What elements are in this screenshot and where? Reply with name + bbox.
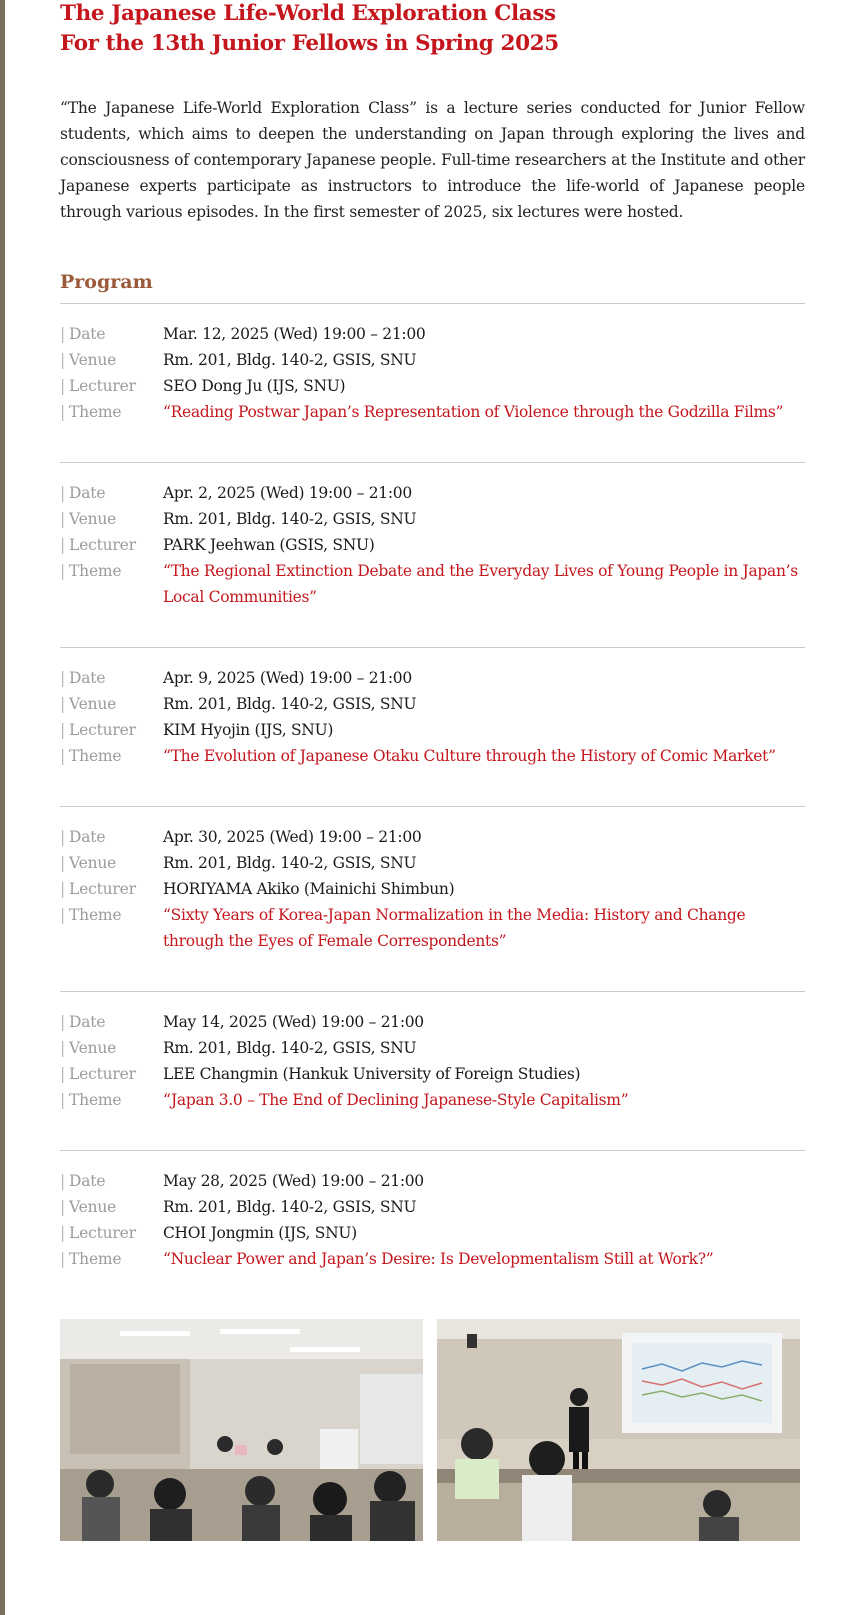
session-lecturer-label <box>60 373 163 399</box>
label-text: Date <box>69 1172 106 1190</box>
session-venue-value: Rm. 201, Bldg. 140-2, GSIS, SNU <box>163 510 417 528</box>
label-divider: | <box>60 1091 66 1109</box>
label-divider: | <box>60 1172 66 1190</box>
label-divider: | <box>60 1250 66 1268</box>
session-lecturer-row <box>60 532 805 558</box>
label-text: Theme <box>69 1091 122 1109</box>
session-date-value: Apr. 9, 2025 (Wed) 19:00 – 21:00 <box>163 669 412 687</box>
session-date-row <box>60 665 805 691</box>
session-theme-row <box>60 399 805 425</box>
label-text: Lecturer <box>69 721 136 739</box>
session-date-row <box>60 1009 805 1035</box>
session-date-label <box>60 1009 163 1035</box>
session-lecturer-label <box>60 1061 163 1087</box>
program-heading: Program <box>60 271 153 293</box>
session-lecturer-value: LEE Changmin (Hankuk University of Foreign Studies) <box>163 1065 581 1083</box>
session-venue-value: Rm. 201, Bldg. 140-2, GSIS, SNU <box>163 1039 417 1057</box>
title-line-1: The Japanese Life-World Exploration Class <box>60 1 556 26</box>
session-date-label <box>60 1168 163 1194</box>
session-date-value: Mar. 12, 2025 (Wed) 19:00 – 21:00 <box>163 325 426 343</box>
session-theme-label <box>60 902 163 954</box>
label-divider: | <box>60 325 66 343</box>
session-lecturer-value: PARK Jeehwan (GSIS, SNU) <box>163 536 375 554</box>
session-theme-row <box>60 558 805 610</box>
session-date-label <box>60 480 163 506</box>
label-divider: | <box>60 351 66 369</box>
label-divider: | <box>60 1224 66 1242</box>
program-session <box>60 463 805 648</box>
label-divider: | <box>60 747 66 765</box>
label-text: Date <box>69 1013 106 1031</box>
session-theme-value: “Japan 3.0 – The End of Declining Japanese-Style Capitalism” <box>163 1091 629 1109</box>
session-venue-row <box>60 850 805 876</box>
page-title <box>60 0 805 59</box>
label-text: Date <box>69 669 106 687</box>
session-theme-label <box>60 399 163 425</box>
label-text: Venue <box>69 695 117 713</box>
session-date-value: Apr. 30, 2025 (Wed) 19:00 – 21:00 <box>163 828 422 846</box>
session-venue-row <box>60 1194 805 1220</box>
label-divider: | <box>60 377 66 395</box>
label-text: Theme <box>69 403 122 421</box>
article <box>60 0 805 1336</box>
label-divider: | <box>60 669 66 687</box>
label-divider: | <box>60 484 66 502</box>
session-date-label <box>60 665 163 691</box>
session-theme-value: “Nuclear Power and Japan’s Desire: Is Developmentalism Still at Work?” <box>163 1250 714 1268</box>
session-venue-row <box>60 506 805 532</box>
session-lecturer-value: HORIYAMA Akiko (Mainichi Shimbun) <box>163 880 455 898</box>
session-venue-label <box>60 691 163 717</box>
session-lecturer-label <box>60 876 163 902</box>
session-date-label <box>60 321 163 347</box>
classroom-photo-presenter <box>437 1319 800 1541</box>
label-divider: | <box>60 828 66 846</box>
label-divider: | <box>60 854 66 872</box>
label-divider: | <box>60 721 66 739</box>
session-theme-row <box>60 902 805 954</box>
session-lecturer-value: KIM Hyojin (IJS, SNU) <box>163 721 334 739</box>
label-divider: | <box>60 510 66 528</box>
session-lecturer-value: SEO Dong Ju (IJS, SNU) <box>163 377 346 395</box>
session-date-row <box>60 1168 805 1194</box>
label-text: Lecturer <box>69 1224 136 1242</box>
label-divider: | <box>60 562 66 580</box>
session-venue-row <box>60 1035 805 1061</box>
session-theme-row <box>60 743 805 769</box>
session-theme-label <box>60 1246 163 1272</box>
program-session <box>60 648 805 807</box>
label-text: Venue <box>69 351 117 369</box>
session-date-label <box>60 824 163 850</box>
session-lecturer-label <box>60 717 163 743</box>
label-divider: | <box>60 1198 66 1216</box>
session-venue-label <box>60 1035 163 1061</box>
label-text: Lecturer <box>69 536 136 554</box>
session-venue-label <box>60 850 163 876</box>
label-text: Theme <box>69 1250 122 1268</box>
program-session <box>60 807 805 992</box>
session-theme-value: “Sixty Years of Korea-Japan Normalization in the Media: History and Change through the Eyes of Female Correspondents” <box>163 906 746 950</box>
label-divider: | <box>60 403 66 421</box>
session-date-value: Apr. 2, 2025 (Wed) 19:00 – 21:00 <box>163 484 412 502</box>
label-text: Venue <box>69 854 117 872</box>
label-text: Lecturer <box>69 377 136 395</box>
label-text: Lecturer <box>69 1065 136 1083</box>
session-venue-label <box>60 347 163 373</box>
session-lecturer-label <box>60 532 163 558</box>
session-lecturer-row <box>60 1220 805 1246</box>
session-lecturer-label <box>60 1220 163 1246</box>
label-divider: | <box>60 1065 66 1083</box>
label-divider: | <box>60 695 66 713</box>
session-lecturer-value: CHOI Jongmin (IJS, SNU) <box>163 1224 357 1242</box>
program-session <box>60 304 805 463</box>
label-text: Theme <box>69 906 122 924</box>
session-theme-row <box>60 1246 805 1272</box>
label-text: Venue <box>69 1198 117 1216</box>
session-theme-row <box>60 1087 805 1113</box>
program-session <box>60 992 805 1151</box>
session-venue-value: Rm. 201, Bldg. 140-2, GSIS, SNU <box>163 854 417 872</box>
session-date-row <box>60 480 805 506</box>
label-text: Theme <box>69 562 122 580</box>
session-lecturer-row <box>60 876 805 902</box>
session-date-row <box>60 824 805 850</box>
session-venue-value: Rm. 201, Bldg. 140-2, GSIS, SNU <box>163 351 417 369</box>
session-venue-row <box>60 691 805 717</box>
session-date-row <box>60 321 805 347</box>
session-lecturer-row <box>60 1061 805 1087</box>
label-divider: | <box>60 1013 66 1031</box>
label-text: Date <box>69 325 106 343</box>
session-theme-label <box>60 558 163 610</box>
session-venue-value: Rm. 201, Bldg. 140-2, GSIS, SNU <box>163 1198 417 1216</box>
session-lecturer-row <box>60 373 805 399</box>
label-text: Lecturer <box>69 880 136 898</box>
label-text: Venue <box>69 510 117 528</box>
label-divider: | <box>60 1039 66 1057</box>
session-theme-label <box>60 743 163 769</box>
session-venue-label <box>60 506 163 532</box>
intro-paragraph: “The Japanese Life-World Exploration Class” is a lecture series conducted for Junior Fellow students, which aims to deepen the understanding on Japan through exploring the lives and consciousness of contemporary Japanese people. Full-time researchers at the Institute and other Japanese experts participate as instructors to introduce the life-world of Japanese people through various episodes. In the first semester of 2025, six lectures were hosted. <box>60 99 805 221</box>
session-lecturer-row <box>60 717 805 743</box>
session-venue-value: Rm. 201, Bldg. 140-2, GSIS, SNU <box>163 695 417 713</box>
page <box>5 0 860 1615</box>
session-theme-value: “The Evolution of Japanese Otaku Culture through the History of Comic Market” <box>163 747 776 765</box>
session-date-value: May 28, 2025 (Wed) 19:00 – 21:00 <box>163 1172 424 1190</box>
photo-gallery <box>60 1319 805 1541</box>
program-session <box>60 1151 805 1336</box>
label-divider: | <box>60 906 66 924</box>
title-line-2: For the 13th Junior Fellows in Spring 2025 <box>60 31 559 56</box>
label-divider: | <box>60 536 66 554</box>
session-theme-value: “The Regional Extinction Debate and the Everyday Lives of Young People in Japan’s Local Communities” <box>163 562 798 606</box>
session-venue-row <box>60 347 805 373</box>
label-text: Theme <box>69 747 122 765</box>
session-theme-value: “Reading Postwar Japan’s Representation of Violence through the Godzilla Films” <box>163 403 784 421</box>
label-divider: | <box>60 880 66 898</box>
session-date-value: May 14, 2025 (Wed) 19:00 – 21:00 <box>163 1013 424 1031</box>
label-text: Date <box>69 484 106 502</box>
label-text: Venue <box>69 1039 117 1057</box>
session-venue-label <box>60 1194 163 1220</box>
program-list <box>60 303 805 1336</box>
label-text: Date <box>69 828 106 846</box>
session-theme-label <box>60 1087 163 1113</box>
classroom-photo-students <box>60 1319 423 1541</box>
